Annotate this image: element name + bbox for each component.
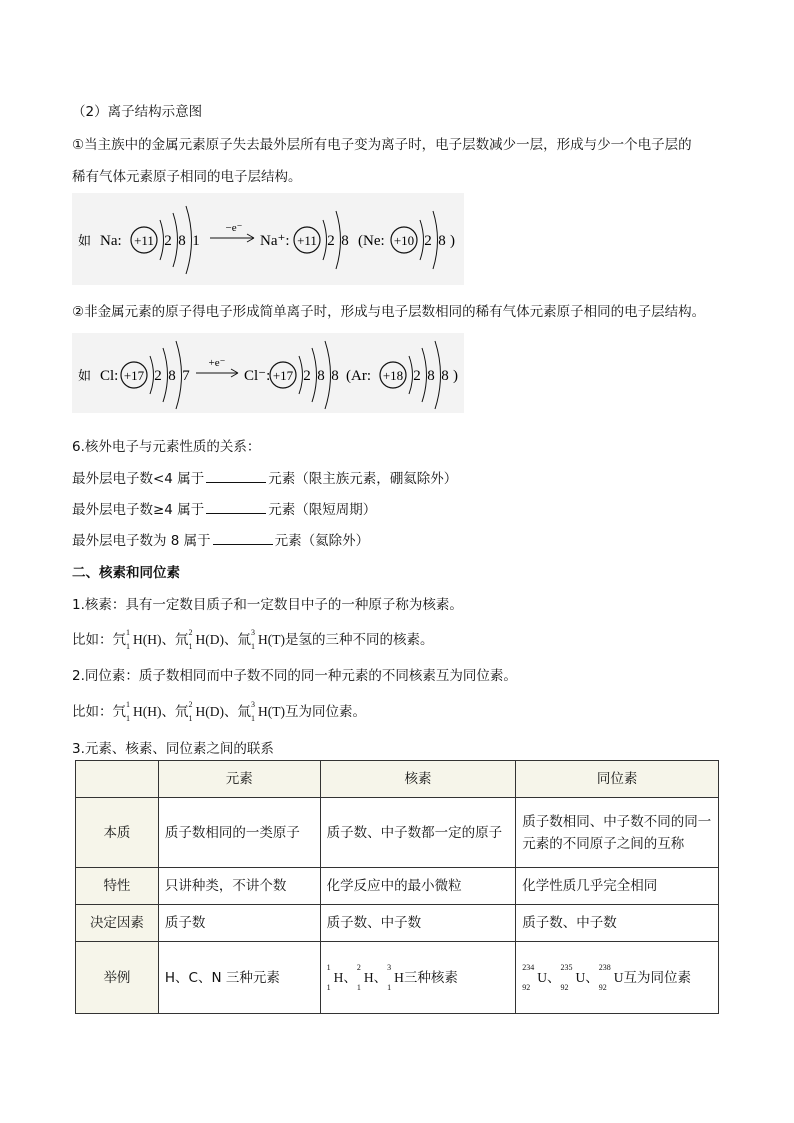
- ar-shell-3: 8: [441, 368, 449, 384]
- ar-shell-arc-3: [435, 341, 441, 409]
- cl-ru: 如: [78, 368, 92, 383]
- isotope-h1: 1 1 H: [126, 628, 143, 651]
- na-ru: 如: [78, 233, 92, 248]
- isotope-u235: 235 92 U: [560, 962, 586, 992]
- cl-ion-shell-3: 8: [331, 368, 339, 384]
- paragraph-metal-ion-1: ①当主族中的金属元素原子失去最外层所有电子变为离子时，电子层数减少一层，形成与少一个电子层的: [72, 137, 692, 153]
- ar-shell-2: 8: [427, 368, 435, 384]
- cl-shell-arc-2: [163, 348, 168, 402]
- nuclide-h1: 1 1 H: [326, 962, 344, 992]
- na-shell-1: 2: [164, 233, 172, 249]
- row-label: 特性: [76, 868, 159, 905]
- na-shell-3: 1: [192, 233, 200, 249]
- abbr-t: (T): [267, 632, 285, 647]
- isotope-example: [72, 700, 366, 723]
- cl-arrow-label: +e⁻: [208, 357, 226, 369]
- table-cell: 质子数相同的一类原子: [158, 798, 320, 868]
- cl-ion-shell-1: 2: [303, 368, 311, 384]
- cl-label: Cl:: [100, 368, 119, 384]
- cl-shell-arc-3: [176, 341, 182, 409]
- ne-shell-arc-2: [433, 211, 438, 269]
- cl-shell-arc-1: [150, 356, 154, 394]
- nuclide-example: [72, 628, 434, 651]
- ar-paren-close: ): [453, 368, 458, 384]
- table-cell: 质子数、中子数都一定的原子: [320, 798, 516, 868]
- rule-1-suffix: 元素（限主族元素，硼氦除外）: [268, 471, 458, 487]
- nuclide-suffix: 三种核素: [403, 969, 458, 986]
- na-nucleus: +11: [134, 233, 154, 248]
- table-cell: 质子数: [158, 905, 320, 942]
- comparison-table: [75, 760, 719, 1014]
- row-label: 举例: [76, 942, 159, 1014]
- ar-nucleus: +18: [382, 368, 404, 383]
- sep: 、: [373, 969, 388, 986]
- section2-title: 二、核素和同位素: [72, 565, 180, 581]
- na-ion-label: Na⁺:: [260, 233, 290, 249]
- hydrogen-name-2: 氘: [175, 632, 189, 648]
- ne-shell-arc-1: [420, 220, 424, 260]
- section6-rule-1: [72, 467, 457, 487]
- table-cell: H、C、N 三种元素: [158, 942, 320, 1014]
- table-row: [76, 868, 719, 905]
- table-header-row: [76, 761, 719, 798]
- table-header-cell: [76, 761, 159, 798]
- hydrogen-name-1: 氕: [112, 632, 126, 648]
- sep-2b: 、: [224, 704, 238, 720]
- table-cell: 化学反应中的最小微粒: [320, 868, 516, 905]
- row-label: 本质: [76, 798, 159, 868]
- rule-3-suffix: 元素（氦除外）: [274, 533, 370, 549]
- nuclide-definition: 1.核素：具有一定数目质子和一定数目中子的一种原子称为核素。: [72, 597, 463, 613]
- cl-nucleus: +17: [123, 368, 145, 383]
- table-row: [76, 905, 719, 942]
- ar-shell-1: 2: [413, 368, 421, 384]
- table-cell-nuclides: [320, 942, 516, 1014]
- fill-blank-1[interactable]: [206, 482, 266, 483]
- rule-2-suffix: 元素（限短周期）: [268, 502, 377, 518]
- na-ion-nucleus: +11: [297, 233, 317, 248]
- abbr-h: (H): [142, 632, 162, 647]
- fill-blank-2[interactable]: [206, 513, 266, 514]
- isotope-example-suffix: 互为同位素。: [285, 704, 366, 720]
- hydrogen-name-1b: 氕: [112, 704, 126, 720]
- cl-shell-1: 2: [154, 368, 162, 384]
- cl-ion-shell-arc-2: [312, 348, 317, 402]
- na-ion-shell-1: 2: [327, 233, 335, 249]
- section-title-ion-diagram: （2）离子结构示意图: [72, 104, 203, 120]
- nuclide-h2: 2 1 H: [356, 962, 374, 992]
- sep-1: 、: [161, 632, 175, 648]
- abbr-d: (D): [205, 632, 224, 647]
- cl-ion-shell-arc-1: [299, 356, 303, 394]
- nuclide-example-suffix: 是氢的三种不同的核素。: [285, 632, 434, 648]
- ar-paren-open: (Ar:: [346, 368, 371, 384]
- rule-3-prefix: 最外层电子数为 8 属于: [72, 533, 211, 549]
- ar-shell-arc-2: [422, 348, 427, 402]
- isotope-h3: 3 1 H: [251, 628, 268, 651]
- cl-shell-2: 8: [168, 368, 176, 384]
- table-header-cell: 核素: [320, 761, 516, 798]
- nuclide-example-prefix: 比如：: [72, 632, 113, 648]
- table-cell: 质子数、中子数: [320, 905, 516, 942]
- section6-rule-3: [72, 529, 369, 549]
- nuclide-h3: 3 1 H: [387, 962, 404, 992]
- table-row: [76, 798, 719, 868]
- na-ion-shell-arc-2: [336, 211, 341, 269]
- isotope-example-prefix: 比如：: [72, 704, 113, 720]
- sep-1b: 、: [161, 704, 175, 720]
- row-label: 决定因素: [76, 905, 159, 942]
- abbr-h-b: (H): [142, 704, 162, 719]
- na-diagram-svg: [72, 193, 464, 285]
- relation-title: 3.元素、核素、同位素之间的联系: [72, 741, 274, 757]
- cl-ion-nucleus: +17: [272, 368, 294, 383]
- isotope-h2: 2 1 H: [188, 628, 206, 651]
- na-arrow-label: −e⁻: [225, 222, 243, 234]
- isotope-h3b: 3 1 H: [251, 700, 268, 723]
- abbr-t-b: (T): [267, 704, 285, 719]
- cl-ion-shell-2: 8: [317, 368, 325, 384]
- na-ion-shell-arc-1: [323, 220, 327, 260]
- na-ion-diagram: [72, 193, 464, 285]
- na-shell-arc-3: [186, 206, 192, 274]
- table-header-cell: 元素: [158, 761, 320, 798]
- table-cell: 只讲种类，不讲个数: [158, 868, 320, 905]
- table-row: [76, 942, 719, 1014]
- table-cell: 质子数、中子数: [516, 905, 719, 942]
- abbr-d-b: (D): [205, 704, 224, 719]
- ne-nucleus: +10: [393, 233, 415, 248]
- hydrogen-name-3b: 氚: [237, 704, 251, 720]
- isotope-u234: 234 92 U: [522, 962, 548, 992]
- section6-rule-2: [72, 498, 376, 518]
- na-shell-arc-2: [173, 213, 178, 267]
- isotope-h2b: 2 1 H: [188, 700, 206, 723]
- ne-shell-1: 2: [424, 233, 432, 249]
- hydrogen-name-3: 氚: [237, 632, 251, 648]
- na-ion-shell-2: 8: [341, 233, 349, 249]
- hydrogen-name-2b: 氘: [175, 704, 189, 720]
- fill-blank-3[interactable]: [213, 544, 273, 545]
- isotope-definition: 2.同位素：质子数相同而中子数不同的同一种元素的不同核素互为同位素。: [72, 668, 517, 684]
- ne-paren-open: (Ne:: [358, 233, 385, 249]
- sep: 、: [585, 969, 599, 986]
- paragraph-metal-ion-2: 稀有气体元素原子相同的电子层结构。: [72, 169, 302, 185]
- sep: 、: [343, 969, 357, 986]
- table-cell: 质子数相同、中子数不同的同一元素的不同原子之间的互称: [516, 798, 719, 868]
- rule-1-prefix: 最外层电子数<4 属于: [72, 471, 205, 487]
- isotope-suffix: 互为同位素: [623, 969, 692, 986]
- table-header-cell: 同位素: [516, 761, 719, 798]
- cl-ion-shell-arc-3: [325, 341, 331, 409]
- sep-2: 、: [224, 632, 238, 648]
- na-label: Na:: [100, 233, 122, 249]
- section6-title: 6.核外电子与元素性质的关系：: [72, 439, 261, 455]
- isotope-u238: 238 92 U: [598, 962, 624, 992]
- rule-2-prefix: 最外层电子数≥4 属于: [72, 502, 205, 518]
- isotope-h1b: 1 1 H: [126, 700, 143, 723]
- ne-shell-2: 8: [438, 233, 446, 249]
- paragraph-nonmetal-ion: ②非金属元素的原子得电子形成简单离子时，形成与电子层数相同的稀有气体元素原子相同的电子层结构。: [72, 304, 706, 320]
- sep: 、: [547, 969, 561, 986]
- na-shell-arc-1: [160, 220, 164, 260]
- cl-ion-label: Cl⁻:: [244, 368, 271, 384]
- ar-shell-arc-1: [409, 356, 413, 394]
- na-shell-2: 8: [178, 233, 186, 249]
- ne-paren-close: ): [450, 233, 455, 249]
- cl-diagram-svg: [72, 333, 464, 413]
- cl-ion-diagram: [72, 333, 464, 413]
- cl-shell-3: 7: [182, 368, 190, 384]
- table-cell: 化学性质几乎完全相同: [516, 868, 719, 905]
- table-cell-isotopes: [516, 942, 719, 1014]
